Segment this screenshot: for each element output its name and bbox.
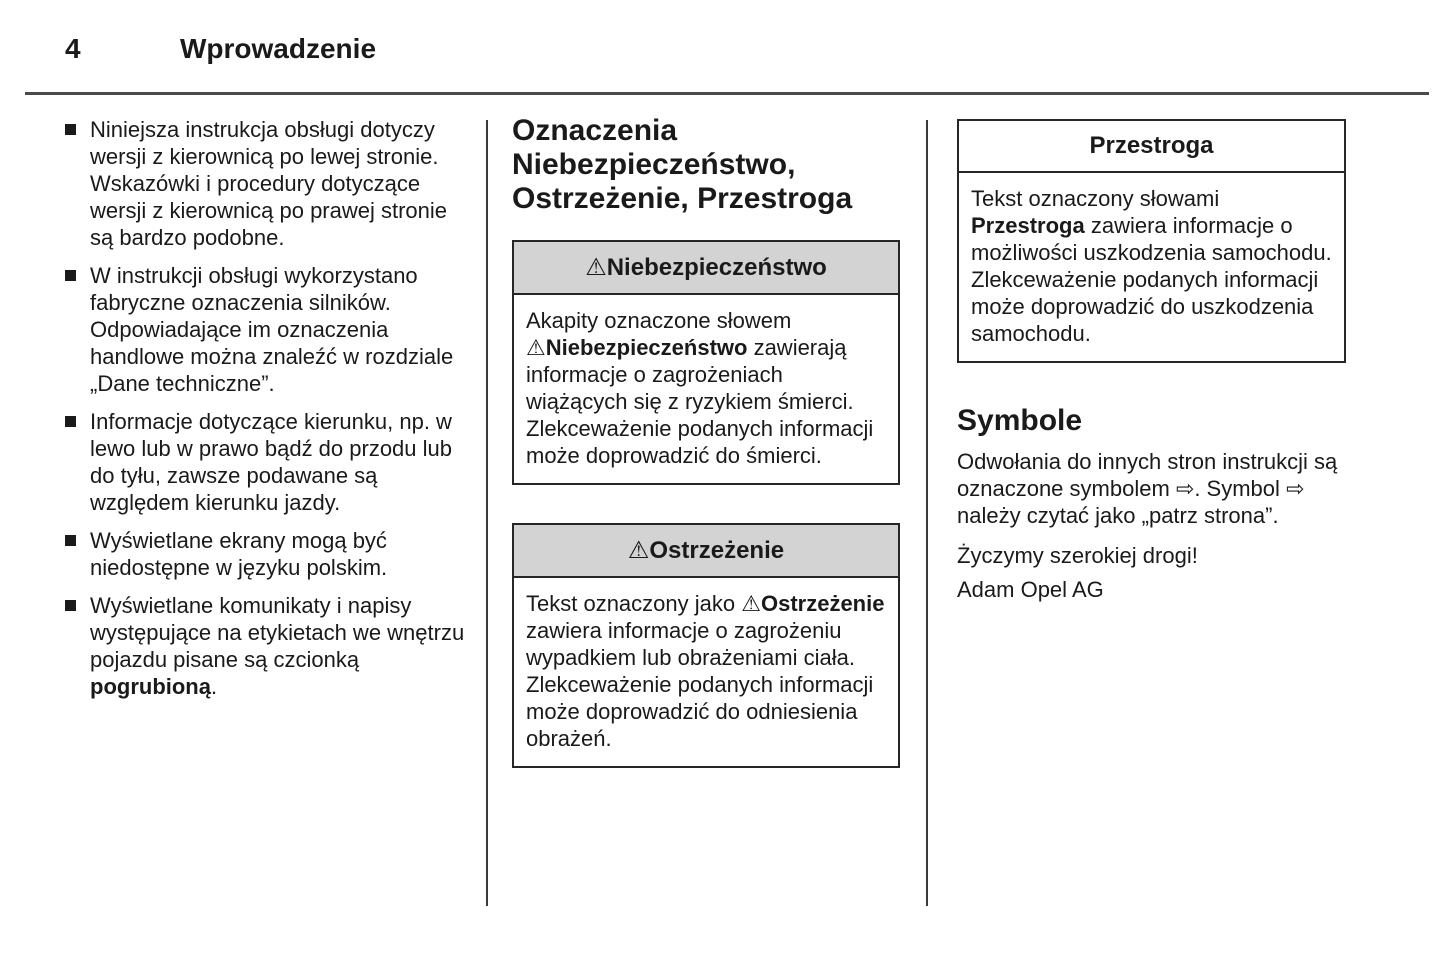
symbols-heading: Symbole [957, 404, 1083, 437]
caution-box-body [959, 173, 1344, 361]
symbols-section [957, 404, 1349, 603]
warning-box-header [514, 525, 898, 578]
bullet-text: Informacje dotyczące kierunku, np. w lewo lub w prawo bądź do przodu lub do tyłu, zawsze podawane są względem kierunku jazdy. [90, 409, 453, 515]
warning-triangle-icon: ⚠ [526, 335, 546, 360]
list-item [65, 527, 469, 581]
header-rule [25, 92, 1429, 95]
intro-bullet-list [65, 116, 469, 700]
symbols-body: Odwołania do innych stron instrukcji są oznaczone symbolem ⇨. Symbol ⇨ należy czytać jako „patrz strona”. [957, 449, 1338, 528]
warning-triangle-icon: ⚠ [585, 254, 607, 281]
danger-box-body [514, 295, 898, 483]
list-item [65, 262, 469, 397]
farewell-text: Życzymy szerokiej drogi! [957, 543, 1198, 568]
warning-box-title: Ostrzeżenie [649, 537, 785, 564]
list-item [65, 592, 469, 700]
body-text: Tekst oznaczony jako [526, 591, 742, 616]
body-text: zawiera informacje o zagrożeniu wypadkiem lub obrażeniami ciała. Zlekceważenie podanych informacji może doprowadzić do odniesienia obrażeń. [526, 618, 874, 751]
warning-triangle-icon: ⚠ [627, 537, 650, 564]
column-divider-right [926, 120, 928, 906]
body-text-bold: Niebezpieczeństwo [545, 335, 748, 360]
bullet-text: . [210, 674, 218, 699]
body-text: Akapity oznaczone słowem [526, 308, 792, 333]
list-item [65, 116, 469, 251]
body-text-bold: Ostrzeżenie [760, 591, 885, 616]
warning-box [512, 523, 900, 768]
bullet-text: Niniejsza instrukcja obsługi dotyczy wersji z kierownicą po lewej stronie. Wskazówki i procedury dotyczące wersji z kierownicą po prawej stronie są bardzo podobne. [90, 117, 448, 250]
warning-triangle-icon: ⚠ [741, 591, 761, 616]
markings-section-heading: Oznaczenia Niebezpieczeństwo, Ostrzeżenie, Przestroga [512, 114, 853, 215]
page-number: 4 [65, 33, 81, 64]
chapter-title: Wprowadzenie [180, 33, 377, 64]
body-text: Tekst oznaczony słowami [971, 186, 1220, 211]
list-item [65, 408, 469, 516]
body-text: zawierają informacje o zagrożeniach wiążących się z ryzykiem śmierci. Zlekceważenie podanych informacji może doprowadzić do śmierci. [526, 335, 874, 468]
intro-notes-column [65, 116, 469, 711]
danger-box [512, 240, 900, 485]
body-text-bold: Przestroga [971, 213, 1085, 238]
bullet-text: Wyświetlane ekrany mogą być niedostępne w języku polskim. [90, 528, 388, 580]
danger-box-header [514, 242, 898, 295]
caution-box-title: Przestroga [1089, 132, 1214, 159]
bullet-text-bold: pogrubioną [90, 674, 211, 699]
body-text: zawiera informacje o możliwości uszkodzenia samochodu. Zlekceważenie podanych informacji może doprowadzić do uszkodzenia samochodu. [971, 213, 1332, 346]
caution-box [957, 119, 1346, 363]
caution-box-header [959, 121, 1344, 173]
danger-box-title: Niebezpieczeństwo [606, 254, 827, 281]
signature-text: Adam Opel AG [957, 577, 1104, 602]
bullet-text: Wyświetlane komunikaty i napisy występujące na etykietach we wnętrzu pojazdu pisane są czcionką [90, 593, 465, 672]
warning-box-body [514, 578, 898, 766]
column-divider-left [486, 120, 488, 906]
bullet-text: W instrukcji obsługi wykorzystano fabryczne oznaczenia silników. Odpowiadające im oznaczenia handlowe można znaleźć w rozdziale „Dane techniczne”. [90, 263, 454, 396]
